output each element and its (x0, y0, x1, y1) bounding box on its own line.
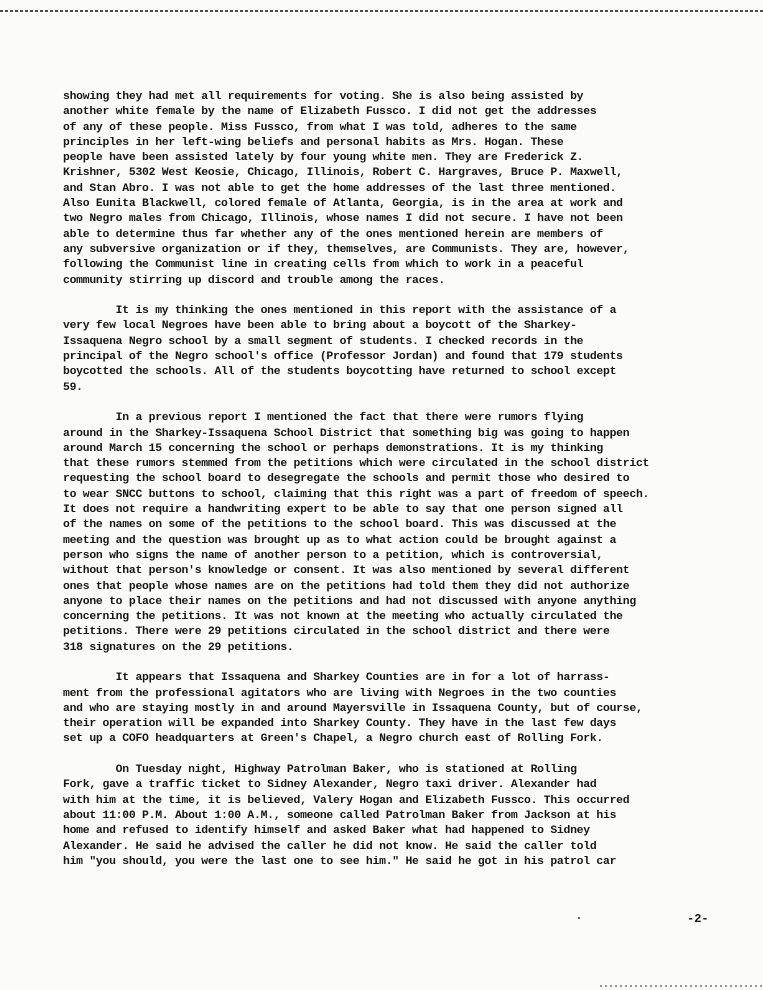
text-line: set up a COFO headquarters at Green's Chapel, a Negro church east of Rolling Fork. (63, 733, 604, 746)
text-line: meeting and the question was brought up as to what action could be brought against a (63, 534, 617, 547)
text-line: Fork, gave a traffic ticket to Sidney Alexander, Negro taxi driver. Alexander had (63, 779, 597, 792)
text-line: anyone to place their names on the petitions and had not discussed with anyone anything (63, 595, 636, 608)
text-line: without that person's knowledge or consent. It was also mentioned by several different (63, 565, 630, 578)
paragraph-4 (63, 671, 739, 747)
paragraph-1 (63, 90, 739, 289)
text-line: people have been assisted lately by four young white men. They are Frederick Z. (63, 152, 584, 165)
paragraph-3 (63, 411, 739, 656)
text-line: of the names on some of the petitions to the school board. This was discussed at the (63, 519, 617, 532)
text-line: home and refused to identify himself and asked Baker what had happened to Sidney (63, 825, 590, 838)
document-body (63, 90, 739, 885)
text-line: two Negro males from Chicago, Illinois, whose names I did not secure. I have not been (63, 213, 623, 226)
text-line: On Tuesday night, Highway Patrolman Baker, who is stationed at Rolling (63, 764, 577, 777)
scan-speck (578, 917, 580, 919)
text-line: another white female by the name of Elizabeth Fussco. I did not get the addresses (63, 106, 597, 119)
paragraph-5 (63, 763, 739, 870)
text-line: It is my thinking the ones mentioned in this report with the assistance of a (63, 305, 617, 318)
text-line: It does not require a handwriting expert to be able to say that one person signed all (63, 504, 623, 517)
text-line: around March 15 concerning the school or perhaps demonstrations. It is my thinking (63, 442, 604, 455)
text-line: their operation will be expanded into Sharkey County. They have in the last few days (63, 718, 617, 731)
text-line: to wear SNCC buttons to school, claiming that this right was a part of freedom of speech. (63, 488, 650, 501)
text-line: requesting the school board to desegregate the schools and permit those who desired to (63, 473, 630, 486)
text-line: 318 signatures on the 29 petitions. (63, 641, 294, 654)
text-line: ones that people whose names are on the petitions had told them they did not authorize (63, 580, 630, 593)
paragraph-2 (63, 304, 739, 396)
text-line: following the Communist line in creating cells from which to work in a peaceful (63, 259, 584, 272)
text-line: community stirring up discord and trouble among the races. (63, 274, 445, 287)
top-edge-rule (0, 10, 763, 12)
text-line: of any of these people. Miss Fussco, from what I was told, adheres to the same (63, 121, 577, 134)
text-line: Issaquena Negro school by a small segment of students. I checked records in the (63, 335, 584, 348)
text-line: 59. (63, 381, 83, 394)
text-line: It appears that Issaquena and Sharkey Counties are in for a lot of harrass- (63, 672, 610, 685)
page-number: -2- (687, 912, 709, 926)
text-line: and who are staying mostly in and around Mayersville in Issaquena County, but of course, (63, 702, 643, 715)
text-line: Also Eunita Blackwell, colored female of Atlanta, Georgia, is in the area at work and (63, 198, 623, 211)
text-line: showing they had met all requirements for voting. She is also being assisted by (63, 91, 584, 103)
text-line: ment from the professional agitators who are living with Negroes in the two counties (63, 687, 617, 700)
text-line: person who signs the name of another person to a petition, which is controversial, (63, 549, 604, 562)
text-line: Alexander. He said he advised the caller he did not know. He said the caller told (63, 840, 597, 853)
text-line: concerning the petitions. It was not known at the meeting who actually circulated the (63, 611, 623, 624)
text-line: principal of the Negro school's office (Professor Jordan) and found that 179 students (63, 351, 623, 364)
text-line: and Stan Abro. I was not able to get the home addresses of the last three mentioned. (63, 182, 617, 195)
text-line: In a previous report I mentioned the fact that there were rumors flying (63, 412, 584, 425)
text-line: Krishner, 5302 West Keosie, Chicago, Illinois, Robert C. Hargraves, Bruce P. Maxwell, (63, 167, 623, 180)
text-line: very few local Negroes have been able to bring about a boycott of the Sharkey- (63, 320, 577, 333)
text-line: that these rumors stemmed from the petitions which were circulated in the school district (63, 458, 650, 471)
text-line: able to determine thus far whether any of the ones mentioned herein are members of (63, 228, 604, 241)
text-line: petitions. There were 29 petitions circulated in the school district and there were (63, 626, 610, 639)
text-line: around in the Sharkey-Issaquena School District that something big was going to happen (63, 427, 630, 440)
text-line: with him at the time, it is believed, Valery Hogan and Elizabeth Fussco. This occurred (63, 794, 630, 807)
text-line: about 11:00 P.M. About 1:00 A.M., someone called Patrolman Baker from Jackson at his (63, 809, 617, 822)
text-line: boycotted the schools. All of the students boycotting have returned to school except (63, 366, 617, 379)
bottom-edge-rule (600, 985, 763, 987)
text-line: principles in her left-wing beliefs and personal habits as Mrs. Hogan. These (63, 136, 564, 149)
text-line: him "you should, you were the last one to see him." He said he got in his patrol car (63, 855, 617, 868)
text-line: any subversive organization or if they, themselves, are Communists. They are, however, (63, 243, 630, 256)
